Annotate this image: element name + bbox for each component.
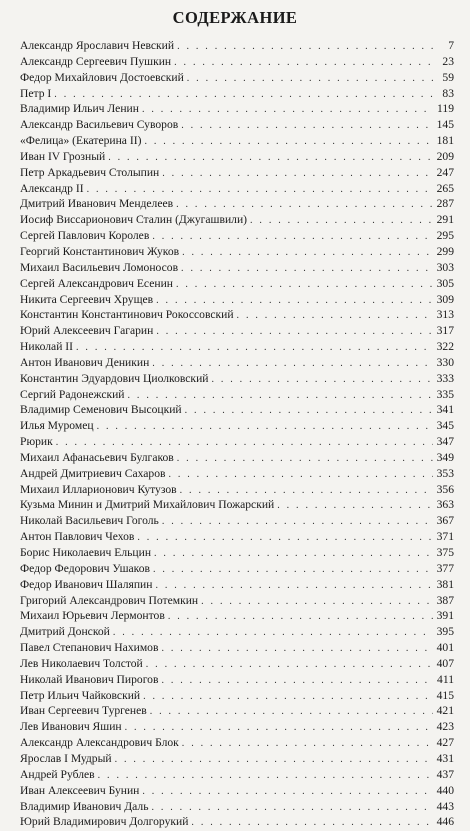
toc-entry bbox=[20, 593, 454, 609]
toc-entry bbox=[20, 307, 454, 323]
toc-entry-page: 333 bbox=[436, 371, 454, 385]
dot-leader bbox=[182, 736, 433, 752]
dot-leader bbox=[182, 245, 433, 261]
toc-entry-name: Борис Николаевич Ельцин bbox=[20, 546, 152, 559]
toc-entry-page: 247 bbox=[436, 165, 454, 179]
toc-entry-page: 299 bbox=[436, 244, 454, 258]
toc-entry bbox=[20, 783, 454, 799]
dot-leader bbox=[144, 134, 433, 150]
toc-entry-name: Иван Алексеевич Бунин bbox=[20, 783, 140, 797]
toc-entry-name: Антон Иванович Деникин bbox=[20, 355, 150, 369]
toc-entry-page: 371 bbox=[436, 530, 454, 544]
toc-entry-page: 23 bbox=[442, 54, 454, 68]
dot-leader bbox=[176, 277, 433, 293]
toc-entry bbox=[20, 292, 454, 308]
toc-entry-page: 59 bbox=[442, 70, 454, 84]
toc-entry-name: Иван IV Грозный bbox=[20, 149, 106, 163]
toc-entry-name: Илья Муромец bbox=[20, 419, 94, 433]
dot-leader bbox=[143, 689, 433, 705]
dot-leader bbox=[146, 657, 433, 673]
toc-entry-page: 367 bbox=[436, 514, 454, 528]
toc-entry bbox=[20, 624, 454, 640]
toc-entry-page: 335 bbox=[436, 387, 454, 401]
toc-entry-name: Федор Иванович Шаляпин bbox=[20, 577, 153, 591]
toc-entry-page: 353 bbox=[436, 466, 454, 480]
toc-entry bbox=[20, 181, 454, 197]
toc-entry-name: Александр Васильевич Суворов bbox=[20, 118, 179, 132]
toc-entry-name: Михаил Васильевич Ломоносов bbox=[20, 260, 179, 274]
dot-leader bbox=[177, 451, 433, 467]
toc-entry bbox=[20, 577, 454, 593]
dot-leader bbox=[152, 356, 433, 372]
toc-entry-name: Ярослав I Мудрый bbox=[20, 751, 112, 765]
dot-leader bbox=[128, 388, 433, 404]
toc-entry bbox=[20, 196, 454, 212]
toc-entry-name: Александр Ярославич Невский bbox=[20, 39, 175, 52]
toc-entry-name: Петр Аркадьевич Столыпин bbox=[20, 165, 160, 179]
dot-leader bbox=[142, 784, 433, 800]
toc-entry-name: Иосиф Виссарионович Сталин (Джугашвили) bbox=[20, 213, 248, 227]
toc-entry-page: 309 bbox=[436, 292, 454, 306]
dot-leader bbox=[54, 87, 433, 103]
dot-leader bbox=[113, 625, 433, 641]
toc-entry bbox=[20, 434, 454, 450]
toc-entry-page: 347 bbox=[436, 435, 454, 449]
toc-entry-name: Лев Николаевич Толстой bbox=[20, 656, 143, 670]
dot-leader bbox=[154, 546, 433, 562]
toc-entry-name: Павел Степанович Нахимов bbox=[20, 641, 159, 655]
toc-entry-name: Михаил Илларионович Кутузов bbox=[20, 482, 177, 496]
toc-entry-page: 411 bbox=[437, 672, 454, 686]
toc-entry-page: 83 bbox=[442, 86, 454, 100]
toc-entry-page: 345 bbox=[436, 419, 454, 433]
dot-leader bbox=[174, 55, 433, 71]
dot-leader bbox=[153, 562, 433, 578]
toc-entry-name: Федор Михайлович Достоевский bbox=[20, 70, 184, 84]
toc-entry bbox=[20, 402, 454, 418]
dot-leader bbox=[108, 150, 433, 166]
toc-entry-page: 375 bbox=[436, 546, 454, 559]
toc-entry-name: Лев Иванович Яшин bbox=[20, 720, 122, 734]
dot-leader bbox=[161, 673, 433, 689]
toc-entry-page: 341 bbox=[436, 403, 454, 417]
toc-entry-name: Владимир Ильич Ленин bbox=[20, 102, 139, 116]
toc-entry bbox=[20, 276, 454, 292]
dot-leader bbox=[191, 815, 433, 831]
toc-entry-name: Георгий Константинович Жуков bbox=[20, 244, 180, 258]
toc-entry-name: Владимир Иванович Даль bbox=[20, 799, 149, 813]
toc-entry-page: 407 bbox=[436, 656, 454, 670]
toc-entry-name: Дмитрий Иванович Менделеев bbox=[20, 197, 174, 211]
toc-entry bbox=[20, 355, 454, 371]
dot-leader bbox=[277, 498, 433, 514]
toc-entry bbox=[20, 513, 454, 529]
toc-entry-page: 291 bbox=[436, 213, 454, 227]
toc-entry-name: Иван Сергеевич Тургенев bbox=[20, 704, 147, 718]
dot-leader bbox=[137, 530, 433, 546]
toc-entry bbox=[20, 339, 454, 355]
toc-entry-page: 395 bbox=[436, 625, 454, 639]
dot-leader bbox=[97, 419, 433, 435]
toc-entry-page: 305 bbox=[436, 276, 454, 290]
toc-entry-name: Константин Эдуардович Циолковский bbox=[20, 371, 209, 385]
toc-entry-page: 387 bbox=[436, 593, 454, 607]
dot-leader bbox=[201, 594, 433, 610]
toc-entry-page: 443 bbox=[436, 799, 454, 813]
toc-entry bbox=[20, 149, 454, 165]
toc-entry bbox=[20, 371, 454, 387]
toc-entry-name: Константин Константинович Рокоссовский bbox=[20, 308, 234, 322]
toc-entry-page: 287 bbox=[436, 197, 454, 211]
dot-leader bbox=[98, 768, 433, 784]
dot-leader bbox=[115, 752, 433, 768]
toc-entry bbox=[20, 688, 454, 704]
toc-entry bbox=[20, 70, 454, 86]
toc-entry bbox=[20, 608, 454, 624]
toc-entry-name: Федор Федорович Ушаков bbox=[20, 561, 150, 575]
dot-leader bbox=[151, 800, 433, 816]
toc-entry-name: Рюрик bbox=[20, 435, 53, 449]
toc-entry bbox=[20, 640, 454, 656]
table-of-contents bbox=[20, 38, 454, 830]
toc-entry bbox=[20, 767, 454, 783]
toc-entry-name: Александр Александрович Блок bbox=[20, 736, 179, 750]
dot-leader bbox=[237, 308, 433, 324]
toc-entry-name: Григорий Александрович Потемкин bbox=[20, 593, 199, 607]
dot-leader bbox=[180, 483, 433, 499]
toc-entry bbox=[20, 450, 454, 466]
toc-entry bbox=[20, 799, 454, 815]
toc-entry bbox=[20, 86, 454, 102]
toc-entry-page: 391 bbox=[436, 609, 454, 623]
toc-entry-name: Александр II bbox=[20, 181, 84, 195]
toc-entry-page: 349 bbox=[436, 450, 454, 464]
toc-entry bbox=[20, 323, 454, 339]
toc-entry-page: 377 bbox=[436, 561, 454, 575]
toc-entry-name: Сергей Александрович Есенин bbox=[20, 276, 173, 290]
toc-entry-name: Александр Сергеевич Пушкин bbox=[20, 54, 172, 68]
toc-entry-page: 209 bbox=[436, 149, 454, 163]
toc-entry-name: «Фелица» (Екатерина II) bbox=[20, 134, 142, 148]
dot-leader bbox=[177, 39, 433, 55]
toc-entry bbox=[20, 529, 454, 545]
toc-entry-name: Юрий Владимирович Долгорукий bbox=[20, 815, 189, 829]
toc-entry-page: 427 bbox=[436, 736, 454, 750]
toc-entry bbox=[20, 387, 454, 403]
dot-leader bbox=[125, 720, 433, 736]
toc-entry-page: 330 bbox=[436, 355, 454, 369]
dot-leader bbox=[168, 467, 433, 483]
dot-leader bbox=[150, 704, 433, 720]
dot-leader bbox=[181, 118, 433, 134]
toc-entry bbox=[20, 751, 454, 767]
dot-leader bbox=[152, 229, 433, 245]
toc-entry bbox=[20, 814, 454, 830]
toc-entry-page: 440 bbox=[436, 783, 454, 797]
toc-entry-page: 317 bbox=[436, 324, 454, 338]
toc-entry-page: 381 bbox=[436, 577, 454, 591]
toc-entry bbox=[20, 228, 454, 244]
dot-leader bbox=[156, 324, 433, 340]
page-title: СОДЕРЖАНИЕ bbox=[172, 8, 298, 27]
toc-entry bbox=[20, 545, 454, 561]
toc-entry bbox=[20, 719, 454, 735]
toc-entry-page: 421 bbox=[436, 704, 454, 718]
toc-entry bbox=[20, 735, 454, 751]
dot-leader bbox=[162, 514, 433, 530]
dot-leader bbox=[211, 372, 433, 388]
toc-entry bbox=[20, 212, 454, 228]
toc-entry bbox=[20, 244, 454, 260]
toc-entry-page: 431 bbox=[436, 751, 454, 765]
toc-entry-page: 119 bbox=[437, 102, 454, 116]
toc-entry-page: 423 bbox=[436, 720, 454, 734]
dot-leader bbox=[250, 213, 433, 229]
toc-entry-page: 356 bbox=[436, 482, 454, 496]
toc-entry-name: Андрей Дмитриевич Сахаров bbox=[20, 466, 166, 480]
toc-entry-name: Николай II bbox=[20, 340, 74, 354]
toc-entry-name: Николай Васильевич Гоголь bbox=[20, 514, 159, 528]
toc-entry bbox=[20, 101, 454, 117]
toc-entry-name: Михаил Афанасьевич Булгаков bbox=[20, 450, 174, 464]
toc-entry bbox=[20, 497, 454, 513]
toc-entry-name: Андрей Рублев bbox=[20, 767, 95, 781]
toc-entry-page: 181 bbox=[436, 134, 454, 148]
toc-entry-name: Дмитрий Донской bbox=[20, 625, 110, 639]
toc-entry-page: 401 bbox=[436, 641, 454, 655]
toc-entry-page: 7 bbox=[448, 39, 454, 52]
toc-entry bbox=[20, 38, 454, 54]
dot-leader bbox=[76, 340, 433, 356]
toc-entry bbox=[20, 672, 454, 688]
toc-entry-page: 446 bbox=[436, 815, 454, 829]
dot-leader bbox=[168, 609, 433, 625]
dot-leader bbox=[56, 435, 433, 451]
toc-entry-page: 313 bbox=[436, 308, 454, 322]
dot-leader bbox=[155, 578, 433, 594]
dot-leader bbox=[156, 293, 433, 309]
toc-entry bbox=[20, 656, 454, 672]
toc-entry bbox=[20, 466, 454, 482]
toc-entry-name: Владимир Семенович Высоцкий bbox=[20, 403, 182, 417]
toc-entry-page: 415 bbox=[436, 688, 454, 702]
dot-leader bbox=[176, 197, 433, 213]
toc-entry bbox=[20, 54, 454, 70]
toc-entry bbox=[20, 482, 454, 498]
toc-entry-page: 265 bbox=[436, 181, 454, 195]
dot-leader bbox=[187, 71, 433, 87]
toc-entry-name: Михаил Юрьевич Лермонтов bbox=[20, 609, 165, 623]
toc-entry-name: Юрий Алексеевич Гагарин bbox=[20, 324, 154, 338]
toc-entry-page: 145 bbox=[436, 118, 454, 132]
toc-entry-name: Сергей Павлович Королев bbox=[20, 229, 150, 243]
toc-entry-name: Сергий Радонежский bbox=[20, 387, 125, 401]
dot-leader bbox=[142, 102, 433, 118]
toc-entry-name: Антон Павлович Чехов bbox=[20, 530, 135, 544]
dot-leader bbox=[162, 166, 433, 182]
dot-leader bbox=[181, 261, 433, 277]
toc-entry bbox=[20, 165, 454, 181]
toc-entry-page: 303 bbox=[436, 260, 454, 274]
toc-entry-name: Петр Ильич Чайковский bbox=[20, 688, 141, 702]
toc-entry-name: Никита Сергеевич Хрущев bbox=[20, 292, 154, 306]
toc-entry bbox=[20, 418, 454, 434]
dot-leader bbox=[87, 182, 433, 198]
dot-leader bbox=[161, 641, 433, 657]
toc-entry-name: Николай Иванович Пирогов bbox=[20, 672, 159, 686]
toc-entry bbox=[20, 561, 454, 577]
toc-entry bbox=[20, 117, 454, 133]
toc-entry-page: 363 bbox=[436, 498, 454, 512]
toc-entry-name: Кузьма Минин и Дмитрий Михайлович Пожарский bbox=[20, 498, 275, 512]
toc-entry-page: 322 bbox=[436, 340, 454, 354]
toc-entry bbox=[20, 703, 454, 719]
dot-leader bbox=[185, 403, 433, 419]
toc-entry-page: 437 bbox=[436, 767, 454, 781]
toc-entry-name: Петр I bbox=[20, 86, 52, 100]
toc-entry bbox=[20, 133, 454, 149]
toc-entry bbox=[20, 260, 454, 276]
toc-entry-page: 295 bbox=[436, 229, 454, 243]
